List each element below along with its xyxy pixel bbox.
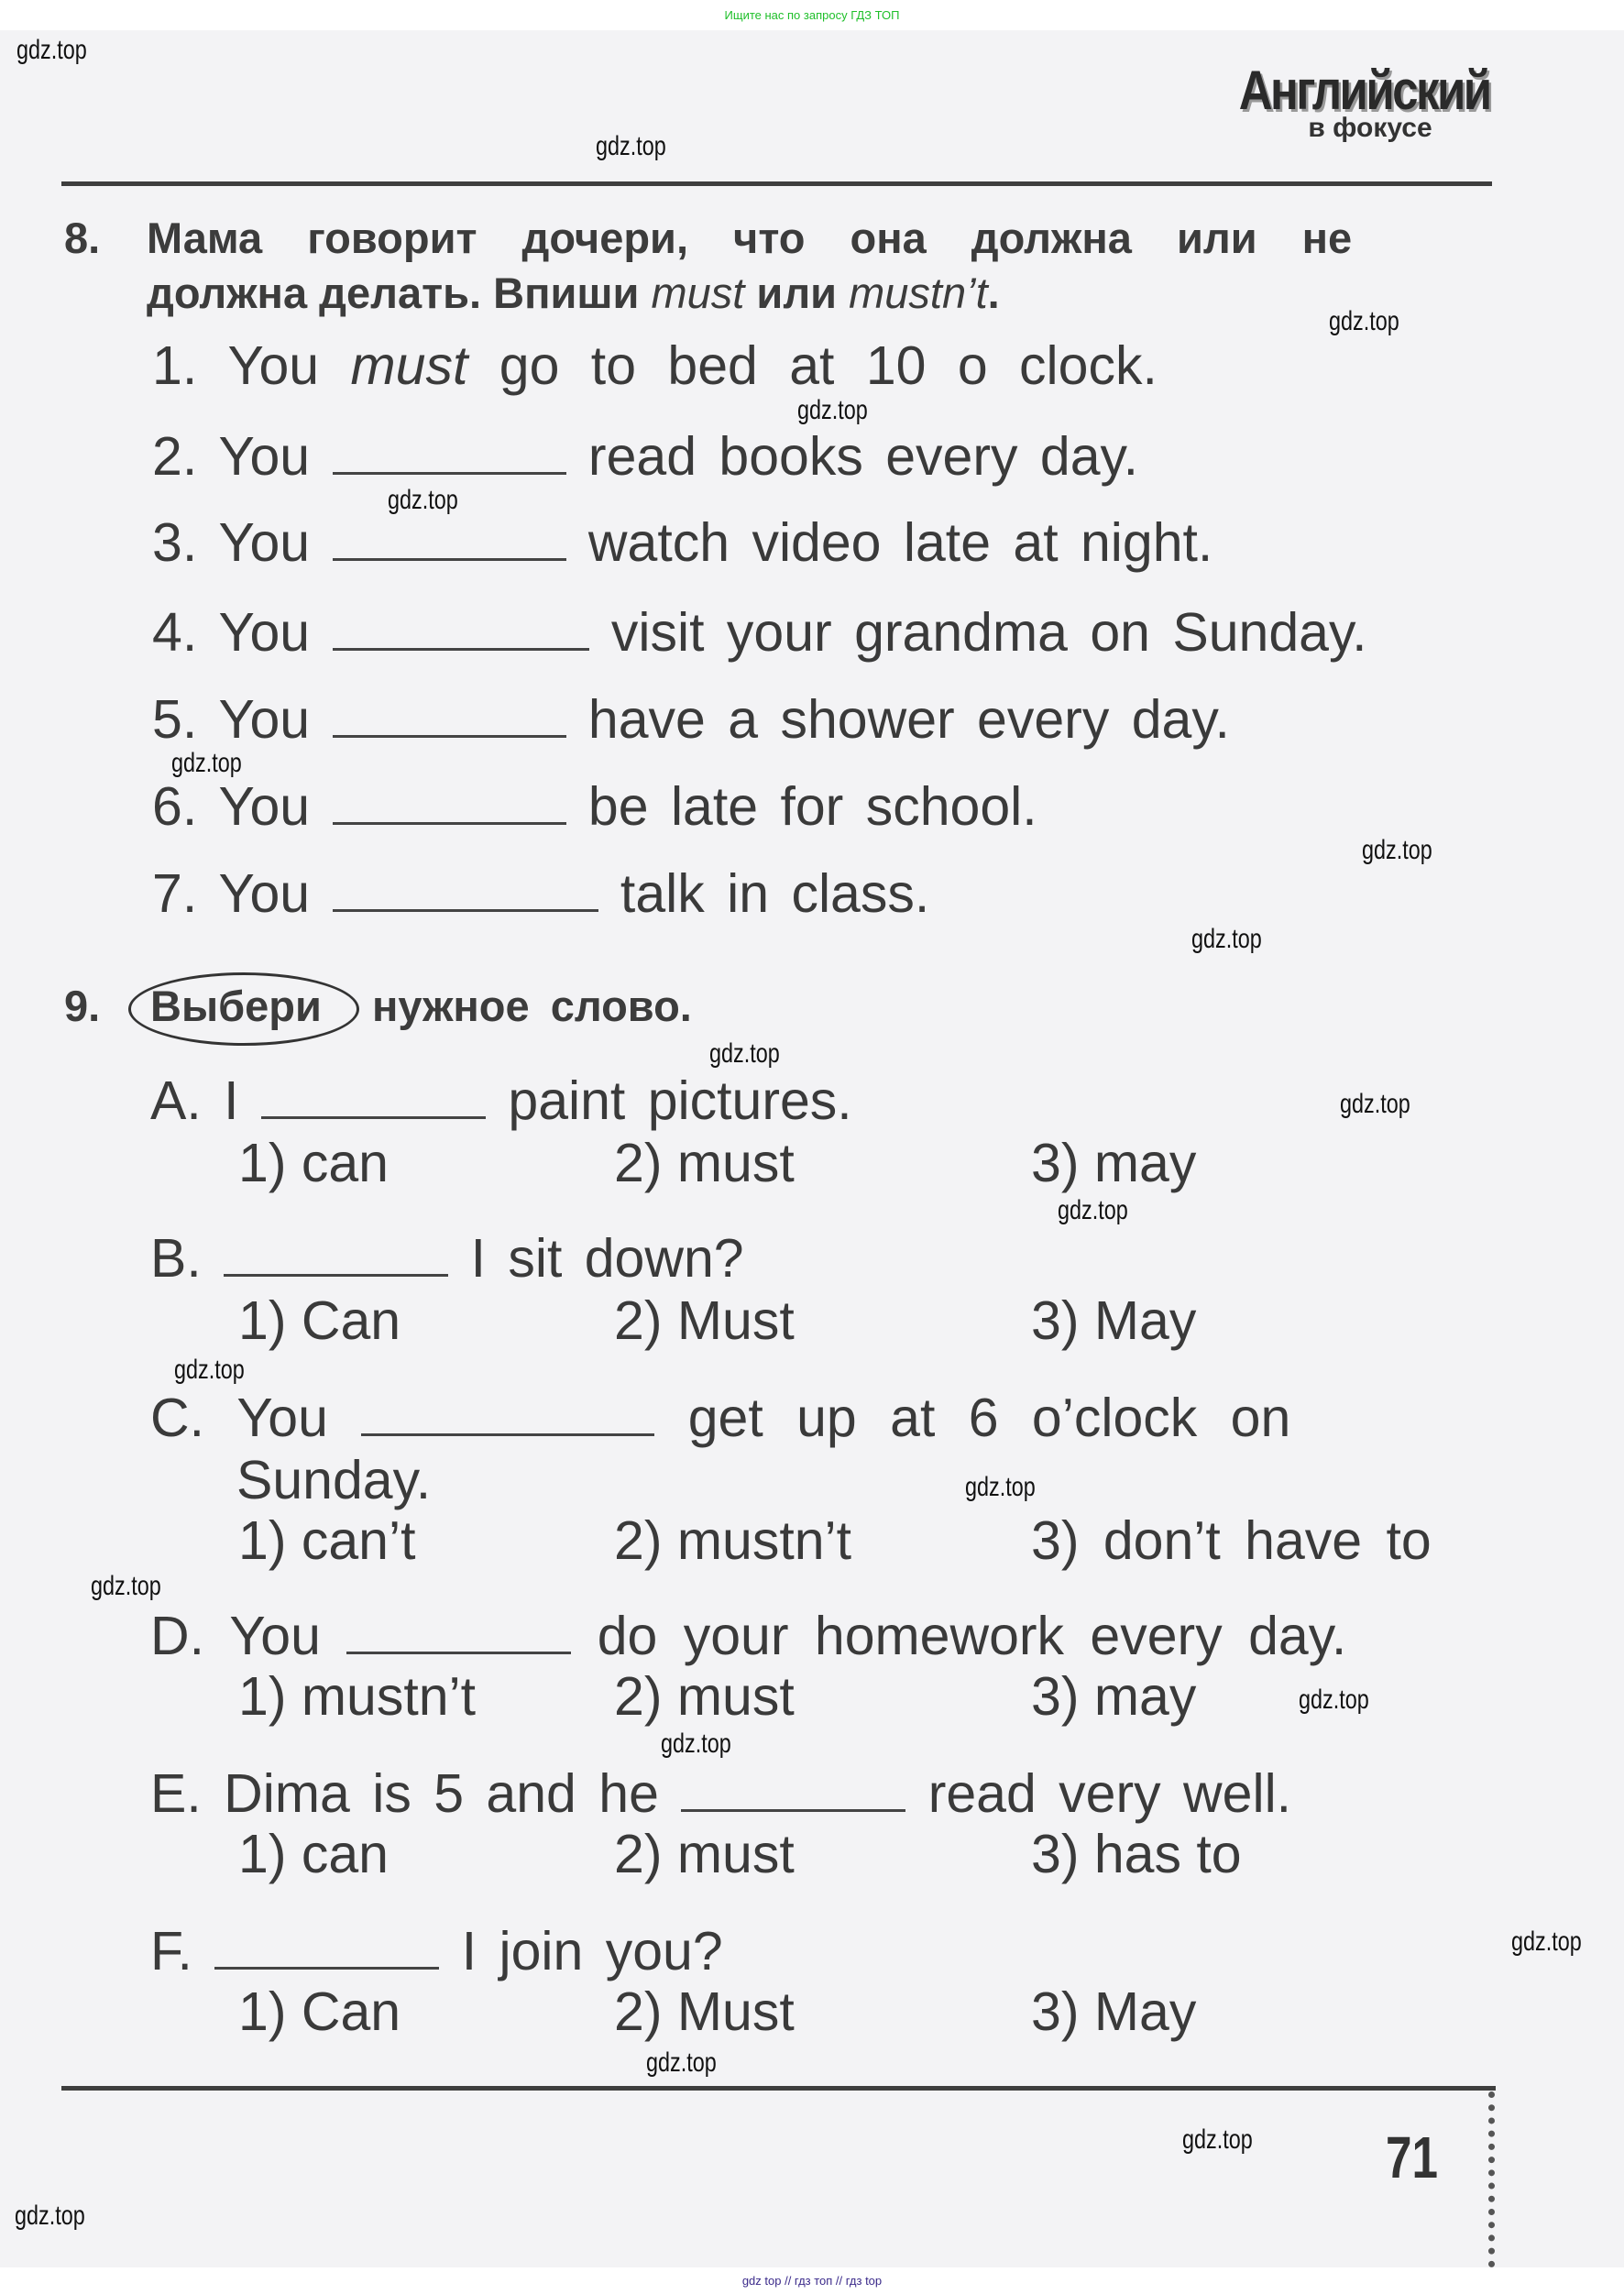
exercise-8-item xyxy=(152,863,930,924)
circled-instruction-word: Выбери xyxy=(150,982,322,1030)
answer-blank[interactable] xyxy=(681,1769,905,1812)
instruction-line-2 xyxy=(147,269,1000,317)
exercise-8-item xyxy=(152,602,1367,663)
item-text: You xyxy=(218,426,311,487)
instruction-text: должна делать. Впиши xyxy=(147,269,640,317)
item-text: read books every day. xyxy=(587,426,1139,487)
answer-blank[interactable] xyxy=(261,1076,486,1119)
item-text: You xyxy=(218,863,311,924)
exercise-9-item-c xyxy=(150,1388,1291,1448)
instruction-text: Мама говорит дочери, что она должна или не xyxy=(147,214,1353,262)
instruction-text: нужное слово. xyxy=(372,982,692,1030)
filled-answer: must xyxy=(350,335,468,396)
item-number: 6. xyxy=(152,776,198,837)
item-letter: B. xyxy=(150,1228,202,1289)
instruction-word-mustnt: mustn’t xyxy=(849,269,988,317)
answer-blank[interactable] xyxy=(333,869,598,912)
item-text: watch video late at night. xyxy=(587,512,1213,573)
item-text: You xyxy=(218,776,311,837)
logo-subtitle: в фокусе xyxy=(1308,113,1432,143)
watermark: gdz.top xyxy=(965,1472,1036,1502)
exercise-9-item-a xyxy=(150,1070,852,1131)
answer-blank[interactable] xyxy=(333,695,566,738)
answer-blank[interactable] xyxy=(333,518,566,561)
item-number: 4. xyxy=(152,602,198,663)
option-1[interactable]: 1) can xyxy=(238,1824,389,1884)
answer-blank[interactable] xyxy=(361,1393,654,1436)
watermark: gdz.top xyxy=(91,1571,161,1601)
item-text: I xyxy=(224,1070,239,1131)
watermark: gdz.top xyxy=(1299,1685,1369,1715)
item-number: 7. xyxy=(152,863,198,924)
exercise-9-item-d xyxy=(150,1606,1347,1666)
watermark: gdz.top xyxy=(174,1355,245,1385)
item-text: You xyxy=(218,689,311,750)
watermark: gdz.top xyxy=(1329,306,1399,336)
watermark: gdz.top xyxy=(646,2047,717,2078)
instruction-word-must: must xyxy=(651,269,745,317)
option-2[interactable]: 2) Must xyxy=(614,1981,795,2042)
option-3[interactable]: 3) has to xyxy=(1031,1824,1242,1884)
logo xyxy=(1219,59,1490,144)
exercise-9-item-f xyxy=(150,1921,723,1981)
option-2[interactable]: 2) must xyxy=(614,1666,795,1727)
option-3[interactable]: 3) may xyxy=(1031,1666,1197,1727)
footer-divider xyxy=(61,2086,1496,2091)
instruction-word-or: или xyxy=(756,269,838,317)
option-3[interactable]: 3) may xyxy=(1031,1133,1197,1193)
exercise-8-item xyxy=(152,689,1230,750)
item-text: do your homework every day. xyxy=(597,1606,1347,1666)
item-text: I sit down? xyxy=(470,1228,744,1289)
option-1[interactable]: 1) Can xyxy=(238,1981,401,2042)
watermark: gdz.top xyxy=(797,395,868,425)
item-letter: E. xyxy=(150,1763,202,1824)
option-2[interactable]: 2) mustn’t xyxy=(614,1510,852,1571)
answer-blank[interactable] xyxy=(333,608,589,651)
watermark: gdz.top xyxy=(1362,835,1432,865)
item-text: You xyxy=(218,602,311,663)
period: . xyxy=(987,269,1000,317)
perforation-dots xyxy=(1488,2091,1502,2267)
exercise-8-instruction xyxy=(64,214,1492,262)
option-2[interactable]: 2) Must xyxy=(614,1290,795,1351)
watermark: gdz.top xyxy=(15,2201,85,2231)
exercise-8-item xyxy=(152,512,1213,573)
item-text: You xyxy=(236,1388,328,1448)
option-2[interactable]: 2) must xyxy=(614,1824,795,1884)
exercise-8-item xyxy=(152,776,1037,837)
option-3[interactable]: 3) May xyxy=(1031,1981,1197,2042)
option-1[interactable]: 1) can’t xyxy=(238,1510,416,1571)
header-divider xyxy=(61,181,1492,186)
item-text: visit your grandma on Sunday. xyxy=(610,602,1367,663)
top-banner: Ищите нас по запросу ГДЗ ТОП xyxy=(724,8,900,22)
option-1[interactable]: 1) Can xyxy=(238,1290,401,1351)
exercise-9-item-e xyxy=(150,1763,1292,1824)
item-text: get up at 6 o’clock on xyxy=(687,1388,1291,1448)
watermark: gdz.top xyxy=(1340,1089,1410,1119)
watermark: gdz.top xyxy=(596,131,666,161)
instruction-line-1 xyxy=(147,214,1492,262)
watermark: gdz.top xyxy=(1511,1926,1582,1957)
option-3[interactable]: 3) May xyxy=(1031,1290,1197,1351)
item-letter: D. xyxy=(150,1606,204,1666)
item-text: I join you? xyxy=(461,1921,723,1981)
page-number: 71 xyxy=(1386,2124,1438,2190)
option-3[interactable]: 3) don’t have to xyxy=(1031,1510,1432,1571)
exercise-8-item xyxy=(152,335,1158,396)
option-1[interactable]: 1) can xyxy=(238,1133,389,1193)
item-letter: A. xyxy=(150,1070,202,1131)
logo-title: Английский xyxy=(1238,60,1490,121)
exercise-number: 8. xyxy=(64,214,101,262)
exercise-9-instruction xyxy=(64,982,1492,1030)
watermark: gdz.top xyxy=(1191,924,1262,954)
item-number: 1. xyxy=(152,335,198,396)
item-text-continued: Sunday. xyxy=(236,1450,432,1510)
exercise-number: 9. xyxy=(64,982,101,1030)
item-text: You xyxy=(227,335,320,396)
item-text: read very well. xyxy=(927,1763,1292,1824)
watermark: gdz.top xyxy=(171,748,242,778)
answer-blank[interactable] xyxy=(333,432,566,475)
watermark: gdz.top xyxy=(388,485,458,515)
watermark: gdz.top xyxy=(709,1038,780,1069)
item-text: Dima is 5 and he xyxy=(224,1763,659,1824)
answer-blank[interactable] xyxy=(346,1611,571,1654)
watermark: gdz.top xyxy=(661,1729,731,1759)
item-text: paint pictures. xyxy=(508,1070,852,1131)
item-number: 2. xyxy=(152,426,198,487)
item-text: be late for school. xyxy=(587,776,1037,837)
item-text: You xyxy=(229,1606,321,1666)
item-letter: F. xyxy=(150,1921,192,1981)
option-1[interactable]: 1) mustn’t xyxy=(238,1666,477,1727)
exercise-8-item xyxy=(152,426,1139,487)
watermark: gdz.top xyxy=(1182,2124,1253,2155)
answer-blank[interactable] xyxy=(214,1926,439,1970)
bottom-banner: gdz top // гдз топ // гдз top xyxy=(741,2274,883,2288)
answer-blank[interactable] xyxy=(224,1234,448,1277)
exercise-9-item-b xyxy=(150,1228,744,1289)
item-number: 5. xyxy=(152,689,198,750)
answer-blank[interactable] xyxy=(333,782,566,825)
item-text: go to bed at 10 o clock. xyxy=(499,335,1158,396)
option-2[interactable]: 2) must xyxy=(614,1133,795,1193)
watermark: gdz.top xyxy=(16,35,87,65)
item-letter: C. xyxy=(150,1388,204,1448)
watermark: gdz.top xyxy=(1058,1195,1128,1225)
item-text: talk in class. xyxy=(620,863,930,924)
item-text: have a shower every day. xyxy=(587,689,1230,750)
item-number: 3. xyxy=(152,512,198,573)
item-text: You xyxy=(218,512,311,573)
